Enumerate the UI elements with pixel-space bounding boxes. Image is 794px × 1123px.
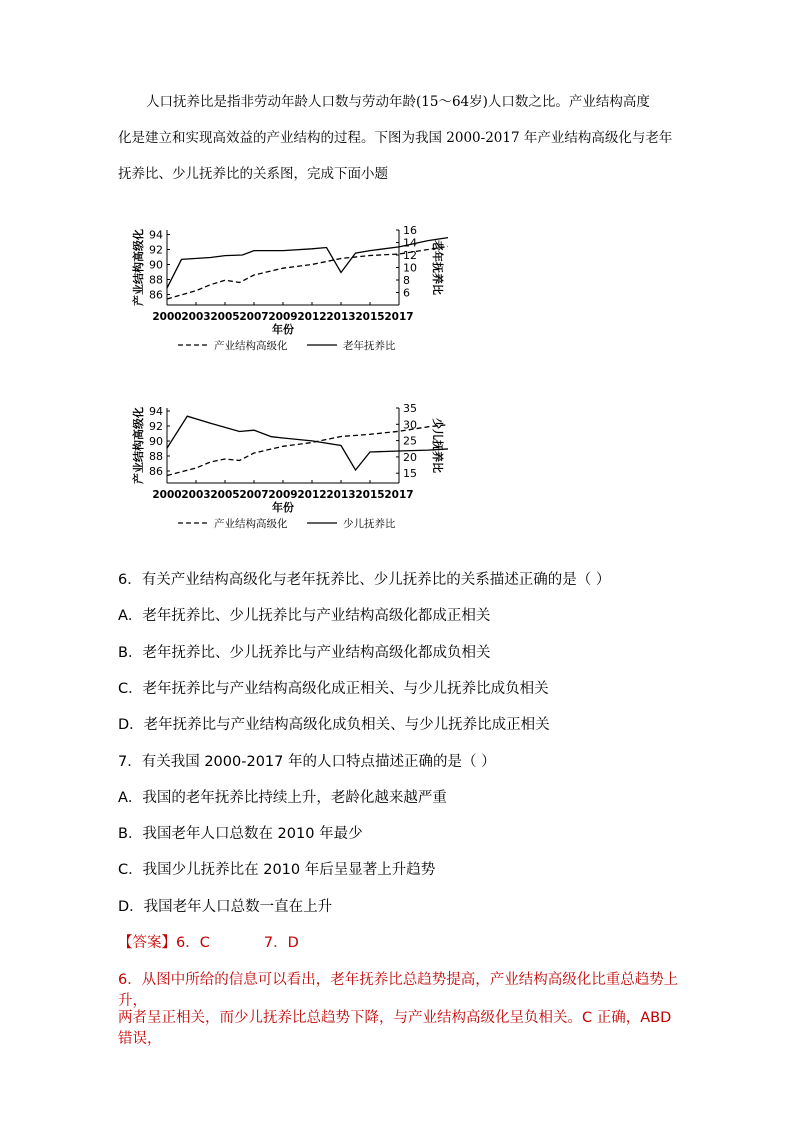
chart2-x-tick-label: 2005 xyxy=(210,489,240,501)
chart2-left-tick-label: 88 xyxy=(149,450,163,463)
chart-child-dependency xyxy=(118,398,448,554)
chart-1-svg xyxy=(118,220,448,372)
chart1-right-tick-label: 12 xyxy=(403,249,417,262)
q6-option-d: D．老年抚养比与产业结构高级化成负相关、与少儿抚养比成正相关 xyxy=(118,717,550,733)
q7-option-a: A．我国的老年抚养比持续上升，老龄化越来越严重 xyxy=(118,790,447,806)
chart2-x-tick-label: 2009 xyxy=(268,489,298,501)
answer-tag: 【答案】 xyxy=(118,935,176,951)
answer-7: 7．D xyxy=(263,935,299,951)
explanation-line-2: 两者呈正相关，而少儿抚养比总趋势下降，与产业结构高级化呈负相关。C 正确，ABD 错误， xyxy=(118,1010,672,1047)
q7-option-b: B．我国老年人口总数在 2010 年最少 xyxy=(118,826,363,842)
chart1-left-tick-label: 92 xyxy=(149,243,163,257)
chart2-left-tick-label: 94 xyxy=(149,405,163,418)
chart1-left-axis-label: 产业结构高级化 xyxy=(132,229,145,306)
chart-2-svg xyxy=(118,398,448,550)
chart2-right-tick-label: 15 xyxy=(403,467,417,481)
chart1-x-axis-label: 年份 xyxy=(272,323,294,336)
chart1-x-tick-label: 2000 xyxy=(152,311,182,323)
chart2-x-tick-label: 2017 xyxy=(384,489,414,501)
chart2-legend-label: 产业结构高级化 xyxy=(214,518,288,530)
intro-line-1: 人口抚养比是指非劳动年龄人口数与劳动年龄(15～64岁)人口数之比。产业结构高度 xyxy=(146,94,650,110)
chart2-right-tick-label: 35 xyxy=(403,402,417,415)
chart1-left-tick-label: 94 xyxy=(149,228,163,242)
chart2-x-tick-label: 2013 xyxy=(326,489,356,501)
chart2-x-tick-label: 2007 xyxy=(239,489,269,501)
chart2-x-tick-label: 2003 xyxy=(181,489,211,501)
chart2-legend-label: 少儿抚养比 xyxy=(343,518,396,530)
chart1-left-tick-label: 86 xyxy=(149,288,163,302)
q6-stem: 6．有关产业结构高级化与老年抚养比、少儿抚养比的关系描述正确的是（ ） xyxy=(118,572,611,588)
chart2-left-tick-label: 92 xyxy=(149,420,163,433)
chart2-right-tick-label: 25 xyxy=(403,434,417,448)
chart1-right-tick-label: 16 xyxy=(403,224,417,237)
chart2-right-axis-label: 少儿抚养比 xyxy=(431,418,444,473)
chart2-x-tick-label: 2012 xyxy=(297,489,327,501)
chart1-left-tick-label: 90 xyxy=(149,258,163,272)
q6-option-b: B．老年抚养比、少儿抚养比与产业结构高级化都成负相关 xyxy=(118,645,491,661)
chart1-x-tick-label: 2012 xyxy=(297,311,327,323)
answer-6: 6．C xyxy=(176,935,210,951)
chart1-right-tick-label: 6 xyxy=(403,286,410,300)
intro-paragraph xyxy=(118,93,688,184)
answer-line xyxy=(118,931,299,952)
chart2-x-tick-label: 2000 xyxy=(152,489,182,501)
chart2-left-axis-label: 产业结构高级化 xyxy=(132,407,145,484)
q6-option-c: C．老年抚养比与产业结构高级化成正相关、与少儿抚养比成负相关 xyxy=(118,681,549,697)
intro-line-3: 抚养比、少儿抚养比的关系图，完成下面小题 xyxy=(118,166,388,182)
q7-stem: 7．有关我国 2000-2017 年的人口特点描述正确的是（ ） xyxy=(118,754,496,770)
chart-elderly-dependency xyxy=(118,220,448,376)
chart1-legend-label: 产业结构高级化 xyxy=(214,340,288,352)
chart2-left-tick-label: 86 xyxy=(149,465,163,478)
q6-option-a: A．老年抚养比、少儿抚养比与产业结构高级化都成正相关 xyxy=(118,608,491,624)
chart1-x-tick-label: 2007 xyxy=(239,311,269,323)
chart1-legend-label: 老年抚养比 xyxy=(343,340,396,352)
chart2-x-axis-label: 年份 xyxy=(272,501,294,514)
chart1-right-tick-label: 8 xyxy=(403,274,410,287)
chart1-x-tick-label: 2005 xyxy=(210,311,240,323)
chart1-x-tick-label: 2015 xyxy=(355,311,385,323)
q7-option-d: D．我国老年人口总数一直在上升 xyxy=(118,899,333,915)
chart1-left-tick-label: 88 xyxy=(149,273,163,287)
q7-option-c: C．我国少儿抚养比在 2010 年后呈显著上升趋势 xyxy=(118,862,436,878)
chart1-x-tick-label: 2013 xyxy=(326,311,356,323)
chart2-right-tick-label: 30 xyxy=(403,418,417,432)
explanation-line-1: 6．从图中所给的信息可以看出，老年抚养比总趋势提高，产业结构高级化比重总趋势上升， xyxy=(118,972,679,1009)
chart1-right-tick-label: 10 xyxy=(403,261,417,275)
chart2-left-tick-label: 90 xyxy=(149,435,163,448)
chart1-x-tick-label: 2017 xyxy=(384,311,414,323)
chart2-x-tick-label: 2015 xyxy=(355,489,385,501)
chart1-x-tick-label: 2003 xyxy=(181,311,211,323)
chart1-right-tick-label: 14 xyxy=(403,236,417,250)
chart1-x-tick-label: 2009 xyxy=(268,311,298,323)
chart2-right-tick-label: 20 xyxy=(403,450,417,464)
intro-line-2: 化是建立和实现高效益的产业结构的过程。下图为我国 2000-2017 年产业结构高级化与老年 xyxy=(118,130,673,146)
chart1-right-axis-label: 老年抚养比 xyxy=(431,240,444,295)
